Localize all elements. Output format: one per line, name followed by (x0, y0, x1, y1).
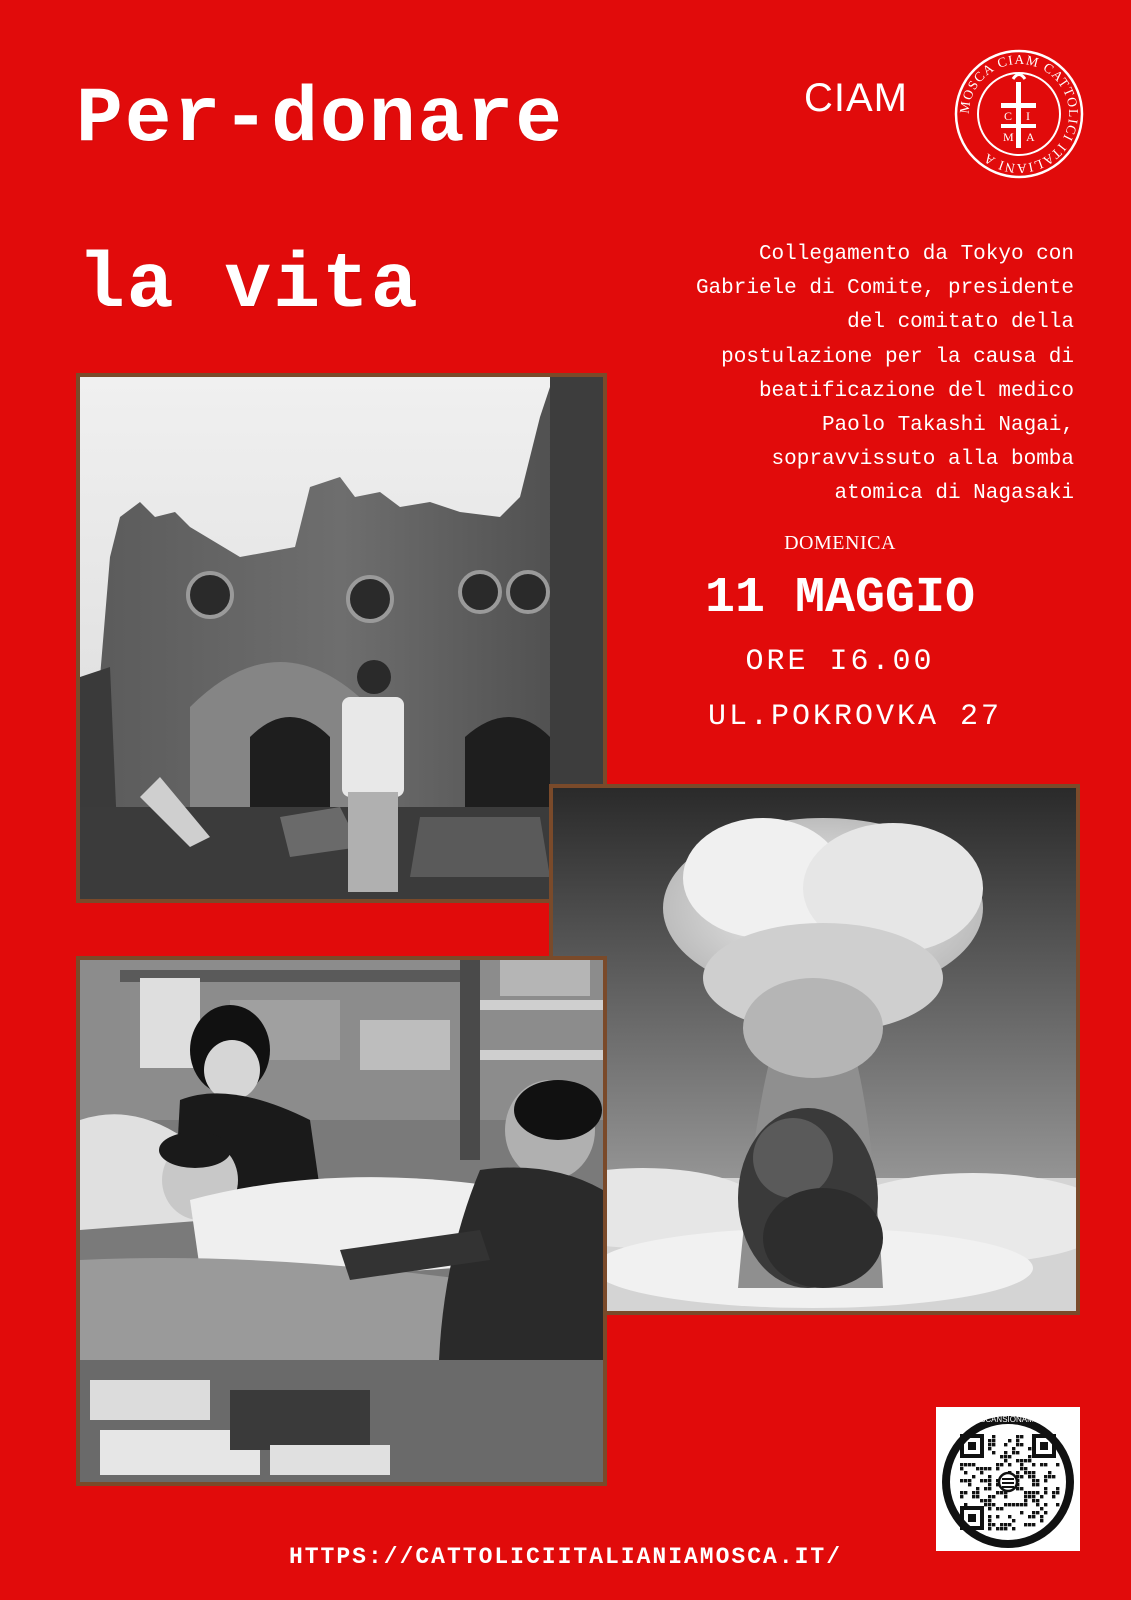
description-line: sopravvissuto alla bomba (771, 448, 1074, 472)
seal-letter-m: M (1003, 130, 1014, 144)
description-line: beatificazione del medico (758, 379, 1074, 403)
description-line: postulazione per la causa di (721, 345, 1074, 369)
event-time: ORE I6.00 (745, 645, 935, 679)
ciam-seal-logo (953, 48, 1085, 180)
mushroom-cloud-photo (549, 784, 1080, 1315)
event-address: UL.POKROVKA 27 (707, 700, 1003, 734)
cathedral-ruins-photo (76, 373, 607, 903)
description-line: Paolo Takashi Nagai, (821, 414, 1074, 438)
title-line-2: la vita (78, 242, 420, 330)
nagai-family-photo (76, 956, 607, 1486)
event-day: DOMENICA (784, 532, 896, 554)
seal-letter-i: I (1026, 109, 1030, 123)
qr-code[interactable] (936, 1407, 1080, 1551)
qr-label: SCANSIONAMI (979, 1415, 1037, 1424)
description-line: Gabriele di Comite, presidente (695, 277, 1074, 301)
event-description (604, 238, 1074, 512)
seal-letter-c: C (1004, 109, 1013, 123)
description-line: Collegamento da Tokyo con (758, 243, 1074, 266)
ciam-logo-text: CIAM (804, 76, 908, 120)
seal-ring-text: MOSCA CIAM CATTOLICI ITALIANI A (956, 51, 1082, 177)
description-line: atomica di Nagasaki (834, 482, 1074, 506)
title-line-1: Per-donare (76, 76, 565, 164)
event-date: 11 MAGGIO (704, 570, 976, 627)
seal-letter-a: A (1026, 130, 1035, 144)
description-line: del comitato della (847, 311, 1074, 335)
website-url-link[interactable]: HTTPS://CATTOLICIITALIANIAMOSCA.IT/ (288, 1544, 843, 1570)
